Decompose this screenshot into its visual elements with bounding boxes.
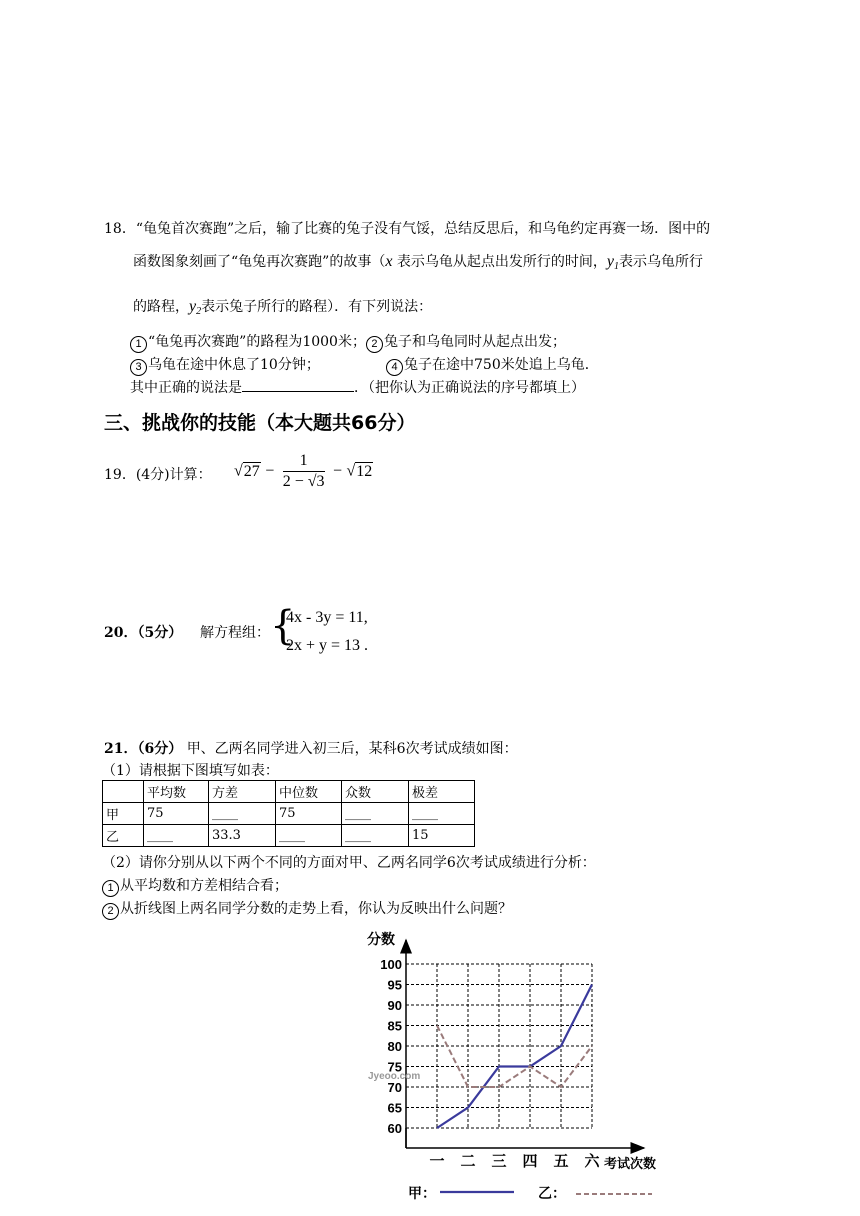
q20-text: 解方程组： — [200, 625, 270, 641]
circled-number-3: 3 — [130, 359, 147, 376]
table-cell: 乙 — [103, 825, 144, 847]
x-tick-label: 三 — [491, 1153, 507, 1170]
y-tick-label: 65 — [387, 1100, 402, 1116]
circled-number-1: 1 — [102, 880, 119, 897]
var-x: x — [385, 253, 393, 270]
y-tick-label: 85 — [387, 1018, 402, 1034]
q20-eq1: 4x - 3y = 11, — [286, 609, 368, 626]
x-tick-label: 四 — [522, 1153, 538, 1170]
circled-number-2: 2 — [102, 903, 119, 920]
circled-number-4: 4 — [386, 359, 403, 376]
chart-legend — [408, 1185, 652, 1201]
q18-line2-a: 函数图象刻画了“龟兔再次赛跑”的故事（ — [133, 254, 386, 270]
x-axis-label: 考试次数 — [604, 1156, 657, 1171]
minus-sign: − — [265, 462, 275, 480]
q21-part2: （2）请你分别从以下两个不同的方面对甲、乙两名同学6次考试成绩进行分析： — [102, 855, 596, 871]
system-brace: { — [270, 603, 296, 649]
table-cell[interactable]: ____ — [342, 825, 409, 847]
x-tick-label: 五 — [553, 1153, 569, 1170]
q21-label: 21．（6分） — [104, 741, 183, 757]
q21-part1: （1）请根据下图填写如表： — [102, 763, 279, 779]
q18-line3-a: 的路程， — [133, 299, 189, 315]
y-tick-label: 95 — [387, 977, 402, 993]
y-tick-label: 70 — [387, 1080, 402, 1095]
chart-grid — [406, 964, 592, 1128]
fraction-numerator: 1 — [283, 452, 325, 472]
y-tick-label: 60 — [387, 1121, 402, 1136]
minus-sign-2: − — [332, 462, 343, 480]
chart-ticks — [380, 957, 600, 1170]
chart-axes — [406, 940, 644, 1148]
q21-sub2: 2 从折线图上两名同学分数的走势上看，你认为反映出什么问题？ — [102, 898, 512, 920]
table-cell[interactable]: ____ — [409, 803, 475, 825]
table-cell[interactable]: ____ — [144, 825, 209, 847]
y-tick-label: 80 — [387, 1039, 402, 1054]
var-y1: $y_1$ — [606, 253, 619, 272]
y-tick-label: 90 — [387, 998, 402, 1013]
table-header-cell: 众数 — [342, 781, 409, 803]
q20-eq2: 2x + y = 13 . — [286, 637, 369, 654]
sqrt-27: √27 — [234, 462, 260, 480]
x-tick-label: 二 — [460, 1153, 476, 1170]
series-line-jia — [437, 985, 592, 1129]
q18-answer-prompt: 其中正确的说法是 — [130, 380, 242, 396]
table-cell[interactable]: ____ — [342, 803, 409, 825]
table-cell: 33.3 — [209, 825, 276, 847]
q21-sub1: 1 从平均数和方差相结合看； — [102, 875, 288, 897]
table-cell: 15 — [409, 825, 475, 847]
chart-series — [437, 985, 592, 1129]
y-tick-label: 100 — [380, 957, 402, 972]
q18-answer-hint: ．（把你认为正确说法的序号都填上） — [354, 380, 585, 396]
q20-label: 20．（5分） — [104, 625, 183, 641]
table-cell[interactable]: ____ — [276, 825, 342, 847]
q18-line2-c: 表示乌龟所行 — [619, 254, 703, 270]
q18-option-1: “龟兔再次赛跑”的路程为1000米； — [148, 334, 366, 350]
table-cell: 75 — [144, 803, 209, 825]
table-cell[interactable]: ____ — [209, 803, 276, 825]
q19-label: 19．(4分)计算： — [104, 467, 212, 483]
q18-option-3: 乌龟在途中休息了10分钟； — [148, 357, 320, 373]
table-cell: 75 — [276, 803, 342, 825]
q21-text: 甲、乙两名同学进入初三后，某科6次考试成绩如图： — [186, 741, 518, 757]
section-3-title: 三、挑战你的技能（本大题共66分） — [104, 412, 416, 434]
table-header-cell: 极差 — [409, 781, 475, 803]
q18-option-2: 兔子和乌龟同时从起点出发； — [383, 334, 566, 350]
q18-line1: 18．“龟兔首次赛跑”之后，输了比赛的兔子没有气馁，总结反思后，和乌龟约定再赛一场．图中的 — [104, 221, 711, 237]
y-axis-label: 分数 — [367, 931, 395, 947]
var-y2: $y_2$ — [189, 298, 202, 317]
q18-line2-b: 表示乌龟从起点出发所行的时间， — [396, 254, 607, 270]
x-tick-label: 六 — [584, 1153, 600, 1170]
q18-line3-b: 表示兔子所行的路程）．有下列说法： — [201, 299, 433, 315]
watermark: Jyeoo.com — [368, 1071, 421, 1082]
circled-number-2: 2 — [366, 336, 383, 353]
legend-label-yi: 乙： — [538, 1185, 566, 1201]
q18-option-4: 兔子在途中750米处追上乌龟． — [404, 357, 599, 373]
y-tick-label: 75 — [387, 1059, 402, 1075]
x-tick-label: 一 — [429, 1153, 445, 1170]
table-header-cell: 平均数 — [144, 781, 209, 803]
table-cell: 甲 — [103, 803, 144, 825]
circled-number-1: 1 — [130, 336, 147, 353]
fraction-denominator: 2 − √3 — [282, 473, 325, 490]
legend-label-jia: 甲： — [408, 1185, 436, 1201]
sqrt-12: √12 — [346, 462, 373, 480]
table-header-cell: 中位数 — [276, 781, 342, 803]
series-line-yi — [437, 1026, 592, 1088]
table-header-cell: 方差 — [209, 781, 276, 803]
